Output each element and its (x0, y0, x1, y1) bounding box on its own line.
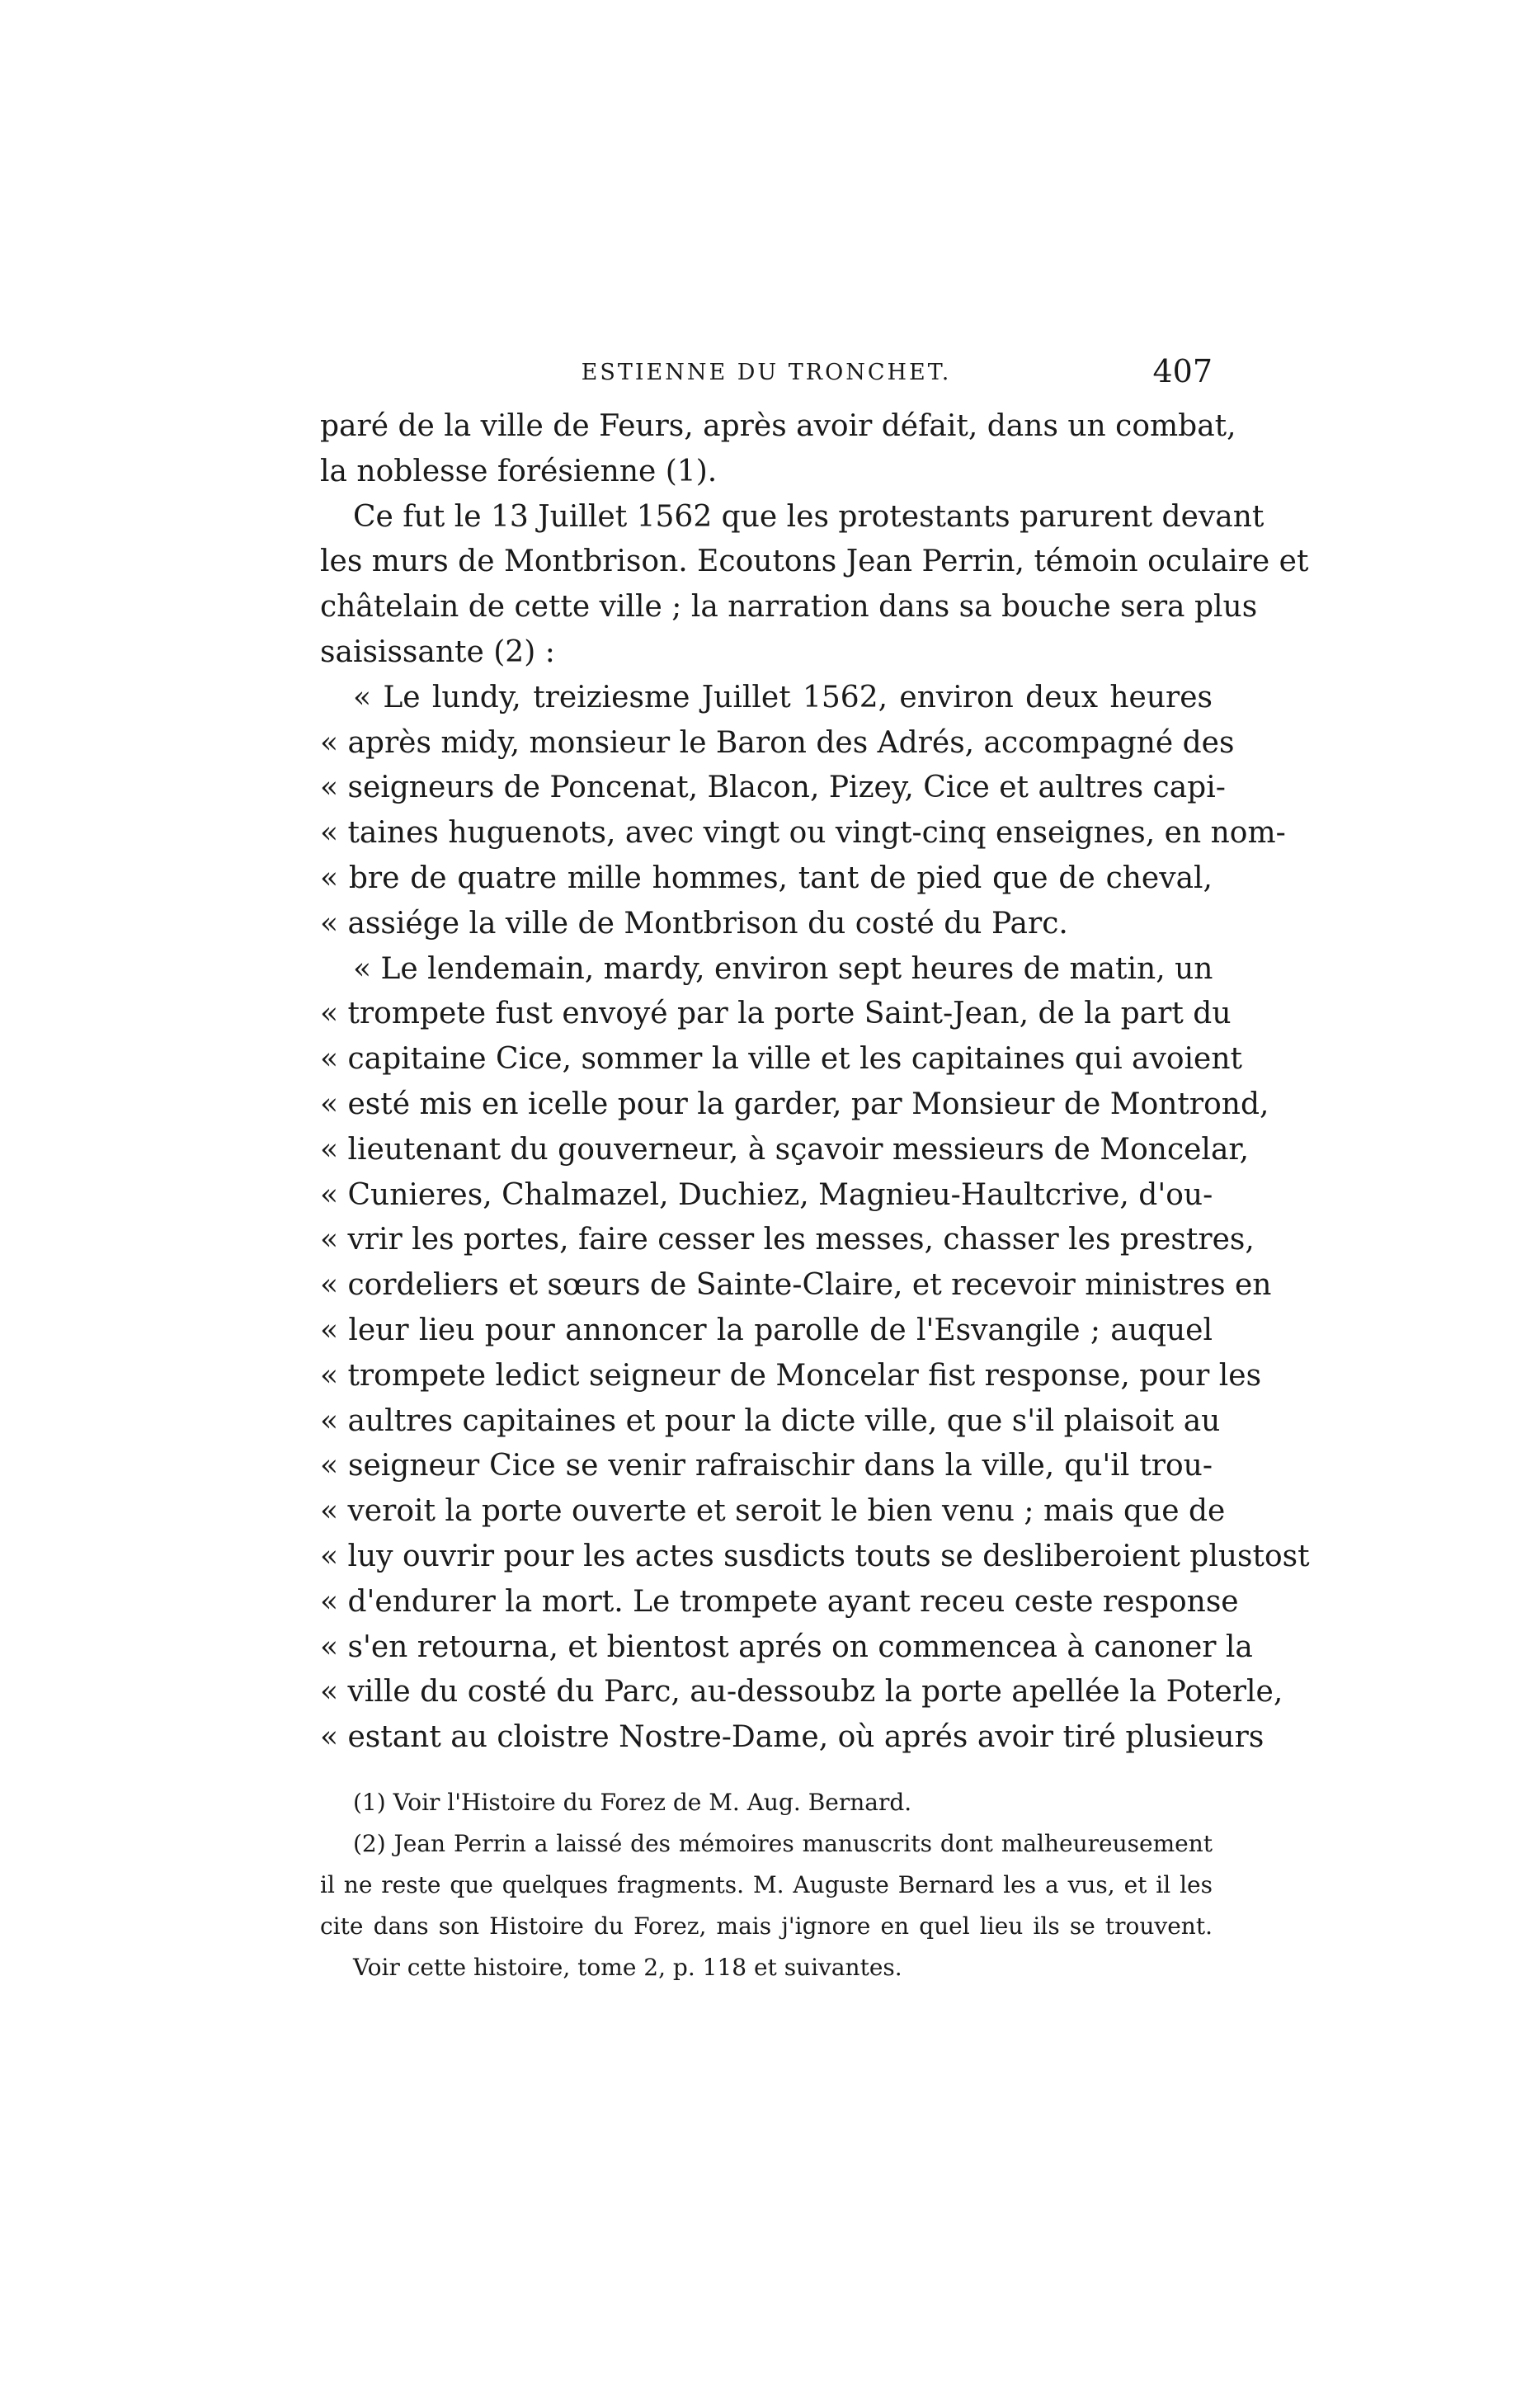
page-number: 407 (1152, 353, 1213, 389)
footnote-line: cite dans son Histoire du Forez, mais j'ignore en quel lieu ils se trouvent. (320, 1912, 1213, 1940)
body-line: Ce fut le 13 Juillet 1562 que les protestants parurent devant (353, 499, 1264, 534)
quote-line: « Le lundy, treiziesme Juillet 1562, environ deux heures (353, 680, 1213, 714)
quote-line: « leur lieu pour annoncer la parolle de l'Esvangile ; auquel (320, 1313, 1213, 1347)
footnotes (320, 1782, 1213, 1988)
quote-line: « seigneur Cice se venir rafraischir dans la ville, qu'il trou- (320, 1449, 1213, 1483)
running-head (320, 353, 1213, 398)
quote-line: « lieutenant du gouverneur, à sçavoir messieurs de Moncelar, (320, 1132, 1250, 1167)
quote-line: « trompete ledict seigneur de Moncelar fist response, pour les (320, 1358, 1262, 1393)
footnote-line: (1) Voir l'Histoire du Forez de M. Aug. Bernard. (353, 1789, 912, 1816)
footnote-line: il ne reste que quelques fragments. M. Auguste Bernard les a vus, et il les (320, 1871, 1213, 1898)
quote-line: « seigneurs de Poncenat, Blacon, Pizey, Cice et aultres capi- (320, 771, 1226, 805)
quote-line: « esté mis en icelle pour la garder, par Monsieur de Montrond, (320, 1087, 1269, 1121)
quote-line: « aultres capitaines et pour la dicte ville, que s'il plaisoit au (320, 1403, 1221, 1438)
quote-line: « Le lendemain, mardy, environ sept heures de matin, un (353, 951, 1213, 986)
quote-line: « s'en retourna, et bientost aprés on commencea à canoner la (320, 1629, 1253, 1664)
body-line: les murs de Montbrison. Ecoutons Jean Perrin, témoin oculaire et (320, 545, 1309, 579)
quote-line: « estant au cloistre Nostre-Dame, où aprés avoir tiré plusieurs (320, 1720, 1264, 1755)
running-title: ESTIENNE DU TRONCHET. (581, 360, 952, 385)
quote-line: « assiége la ville de Montbrison du costé du Parc. (320, 906, 1068, 941)
body-line: paré de la ville de Feurs, après avoir défait, dans un combat, (320, 409, 1236, 443)
body-line: saisissante (2) : (320, 634, 555, 669)
quote-line: « luy ouvrir pour les actes susdicts touts se desliberoient plustost (320, 1539, 1310, 1573)
quote-line: « trompete fust envoyé par la porte Saint-Jean, de la part du (320, 997, 1232, 1031)
body-line: la noblesse forésienne (1). (320, 454, 718, 488)
footnote-line: Voir cette histoire, tome 2, p. 118 et suivantes. (353, 1954, 902, 1981)
quote-line: « veroit la porte ouverte et seroit le bien venu ; mais que de (320, 1494, 1226, 1529)
body-line: châtelain de cette ville ; la narration dans sa bouche sera plus (320, 590, 1258, 625)
quote-line: « d'endurer la mort. Le trompete ayant receu ceste response (320, 1584, 1239, 1619)
quote-line: « Cunieres, Chalmazel, Duchiez, Magnieu-Haultcrive, d'ou- (320, 1177, 1213, 1212)
quote-line: « capitaine Cice, sommer la ville et les capitaines qui avoient (320, 1042, 1242, 1077)
quote-line: « cordeliers et sœurs de Sainte-Claire, et recevoir ministres en (320, 1268, 1272, 1303)
quote-line: « après midy, monsieur le Baron des Adrés, accompagné des (320, 725, 1235, 760)
quote-line: « ville du costé du Parc, au-dessoubz la porte apellée la Poterle, (320, 1675, 1283, 1709)
quote-line: « bre de quatre mille hommes, tant de pied que de cheval, (320, 861, 1213, 895)
quote-line: « taines huguenots, avec vingt ou vingt-cinq enseignes, en nom- (320, 816, 1286, 851)
body-text (320, 404, 1310, 1761)
quote-line: « vrir les portes, faire cesser les messes, chasser les prestres, (320, 1223, 1255, 1257)
footnote-line: (2) Jean Perrin a laissé des mémoires manuscrits dont malheureusement (353, 1830, 1213, 1857)
